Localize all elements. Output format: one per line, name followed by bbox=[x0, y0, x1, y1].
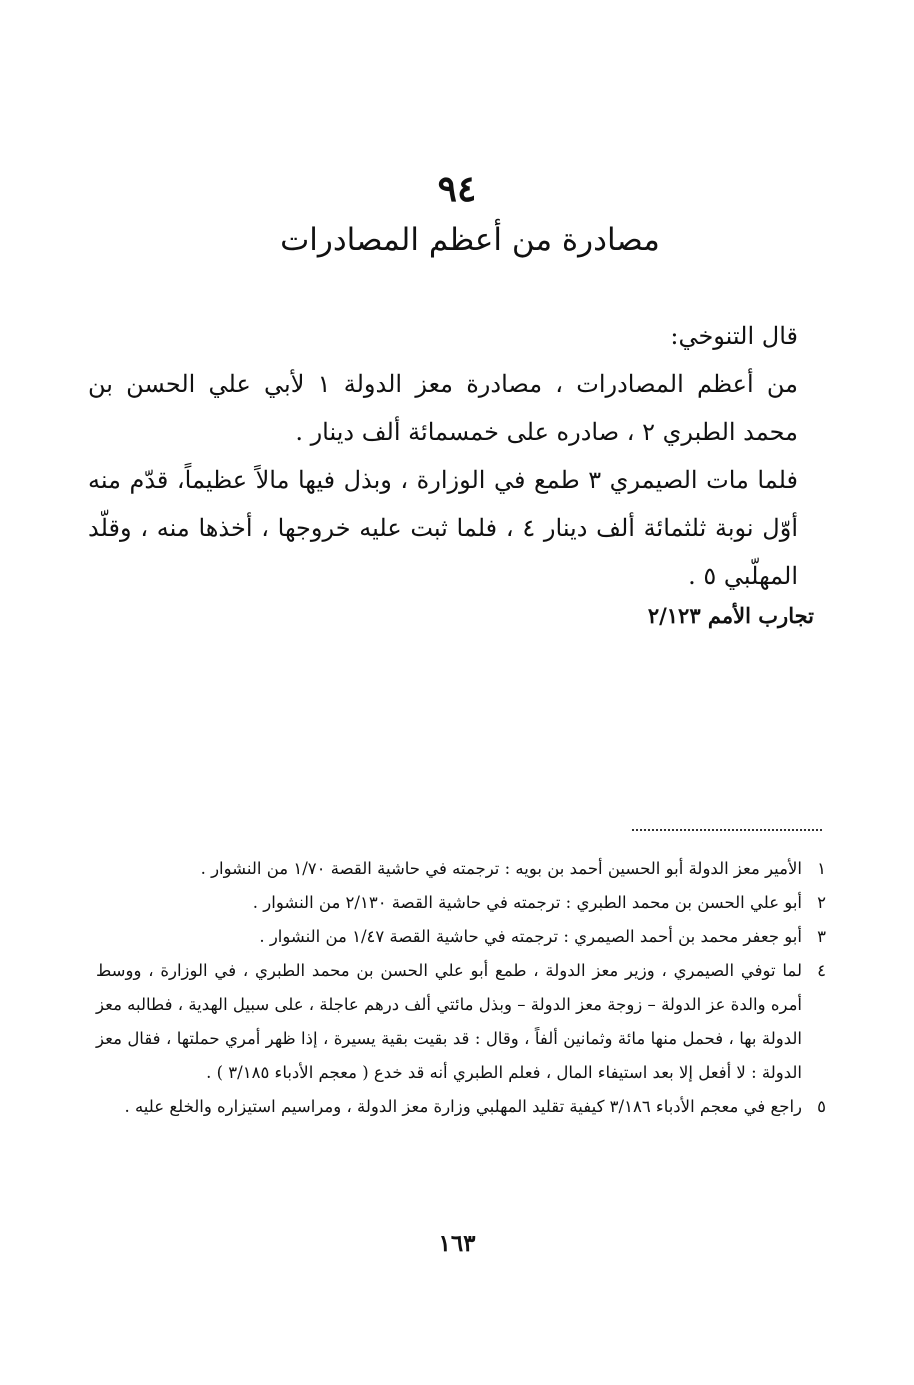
footnotes bbox=[96, 852, 826, 1124]
footnote-text: الأمير معز الدولة أبو الحسين أحمد بن بويه : ترجمته في حاشية القصة ١/٧٠ من النشوار . bbox=[200, 859, 802, 878]
footnote-text: أبو علي الحسن بن محمد الطبري : ترجمته في حاشية القصة ٢/١٣٠ من النشوار . bbox=[252, 893, 802, 912]
footnote-text: راجع في معجم الأدباء ٣/١٨٦ كيفية تقليد المهلبي وزارة معز الدولة ، ومراسيم استيزاره والخلع عليه . bbox=[124, 1097, 802, 1116]
footnote-separator bbox=[632, 829, 822, 831]
footnote-item bbox=[96, 920, 826, 954]
story-number: ٩٤ bbox=[437, 168, 477, 210]
footnote-number: ٢ bbox=[817, 893, 826, 912]
intro-line: قال التنوخي: bbox=[670, 322, 798, 350]
footnote-text: أبو جعفر محمد بن أحمد الصيمري : ترجمته في حاشية القصة ١/٤٧ من النشوار . bbox=[259, 927, 802, 946]
paragraph-1: من أعظم المصادرات ، مصادرة معز الدولة ١ لأبي علي الحسن بن محمد الطبري ٢ ، صادره على خمسمائة ألف دينار . bbox=[88, 370, 798, 446]
footnote-item bbox=[96, 886, 826, 920]
paragraph-2: فلما مات الصيمري ٣ طمع في الوزارة ، وبذل فيها مالاً عظيماً، قدّم منه أوّل نوبة ثلثمائة ألف دينار ٤ ، فلما ثبت عليه خروجها ، أخذها منه ، وقلّد المهلّبي ٥ . bbox=[88, 466, 799, 590]
footnote-text: لما توفي الصيمري ، وزير معز الدولة ، طمع أبو علي الحسن بن محمد الطبري ، في الوزارة ، ووسط أمره والدة عز الدولة – زوجة معز الدولة – وبذل مائتي ألف درهم عاجلة ، على سبيل الهدية ، فطالبه معز الدولة بها ، فحمل منها مائة وثمانين ألفاً ، وقال : قد بقيت بقية يسيرة ، إذا ظهر أمري حملتها ، فقال معز الدولة : لا أفعل إلا بعد استيفاء المال ، فعلم الطبري أنه قد خدع ( معجم الأدباء ٣/١٨٥ ) . bbox=[96, 961, 802, 1082]
main-text bbox=[88, 312, 832, 600]
footnote-item bbox=[96, 1090, 826, 1124]
footnote-number: ٥ bbox=[817, 1097, 826, 1116]
footnote-number: ١ bbox=[817, 859, 826, 878]
footnote-number: ٣ bbox=[817, 927, 826, 946]
footnote-item bbox=[96, 954, 826, 1090]
source-citation: تجارب الأمم ٢/١٢٣ bbox=[647, 603, 814, 628]
footnote-number: ٤ bbox=[817, 961, 826, 980]
footnote-item bbox=[96, 852, 826, 886]
page-number: ١٦٣ bbox=[438, 1230, 476, 1257]
story-title: مصادرة من أعظم المصادرات bbox=[280, 222, 660, 258]
